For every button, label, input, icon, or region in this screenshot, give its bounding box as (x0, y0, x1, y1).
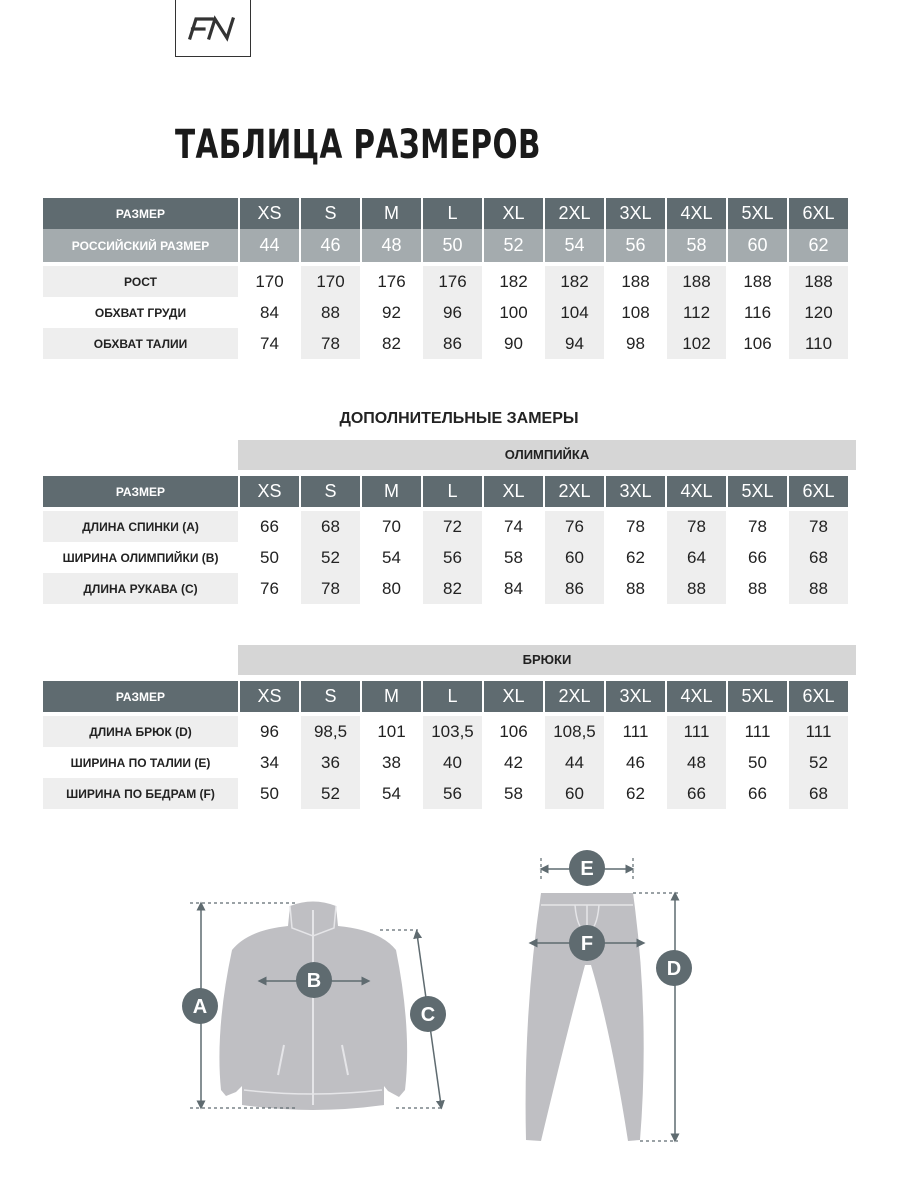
marker-e-label: E (580, 858, 594, 880)
marker-d-label: D (666, 958, 682, 980)
value-cell: 68 (789, 542, 848, 573)
size-cell: 2XL (545, 681, 604, 712)
russian-size-cell: 44 (240, 229, 299, 262)
russian-size-cell: 60 (728, 229, 787, 262)
size-cell: 5XL (728, 198, 787, 229)
value-cell: 44 (545, 747, 604, 778)
value-cell: 72 (423, 511, 482, 542)
value-cell: 88 (301, 297, 360, 328)
jacket-section-bar: ОЛИМПИЙКА (238, 440, 856, 470)
value-cell: 62 (626, 783, 645, 803)
value-cell: 56 (423, 542, 482, 573)
size-cell: 2XL (545, 476, 604, 507)
pants-section-bar: БРЮКИ (238, 645, 856, 675)
marker-a (182, 988, 218, 1024)
size-cell: XS (240, 476, 299, 507)
value-cell: 38 (382, 752, 401, 772)
size-cell: L (423, 681, 482, 712)
header-label: РАЗМЕР (43, 198, 238, 229)
size-cell: M (362, 198, 421, 229)
value-cell: 103,5 (423, 716, 482, 747)
value-cell: 102 (667, 328, 726, 359)
value-cell: 58 (504, 783, 523, 803)
row-label: ШИРИНА ПО ТАЛИИ (E) (70, 755, 211, 770)
row-label: ШИРИНА ПО БЕДРАМ (F) (43, 778, 238, 809)
russian-size-label: РОССИЙСКИЙ РАЗМЕР (43, 229, 238, 262)
value-cell: 78 (667, 511, 726, 542)
value-cell: 92 (382, 302, 401, 322)
value-cell: 52 (789, 747, 848, 778)
value-cell: 98 (626, 333, 645, 353)
value-cell: 176 (377, 271, 406, 291)
value-cell: 50 (260, 783, 279, 803)
row-label: ОБХВАТ ТАЛИИ (43, 328, 238, 359)
value-cell: 84 (260, 302, 279, 322)
value-cell: 54 (382, 783, 401, 803)
size-cell: XS (240, 198, 299, 229)
value-cell: 50 (260, 547, 279, 567)
value-cell: 96 (423, 297, 482, 328)
value-cell: 90 (504, 333, 523, 353)
value-cell: 84 (504, 578, 523, 598)
value-cell: 108 (621, 302, 650, 322)
value-cell: 50 (748, 752, 767, 772)
value-cell: 188 (743, 271, 772, 291)
size-cell: 6XL (789, 476, 848, 507)
value-cell: 40 (423, 747, 482, 778)
size-cell: XS (240, 681, 299, 712)
size-cell: M (362, 681, 421, 712)
size-cell: S (301, 681, 360, 712)
size-cell: 5XL (728, 681, 787, 712)
value-cell: 94 (545, 328, 604, 359)
size-cell: S (301, 476, 360, 507)
size-cell: XL (484, 476, 543, 507)
value-cell: 86 (545, 573, 604, 604)
jacket-illustration (219, 902, 407, 1111)
value-cell: 111 (789, 716, 848, 747)
russian-size-cell: 52 (484, 229, 543, 262)
value-cell: 80 (382, 578, 401, 598)
value-cell: 111 (622, 721, 649, 741)
russian-size-cell: 54 (545, 229, 604, 262)
russian-size-cell: 62 (789, 229, 848, 262)
russian-size-cell: 58 (667, 229, 726, 262)
size-cell: S (301, 198, 360, 229)
value-cell: 96 (260, 721, 279, 741)
marker-e (569, 850, 605, 886)
value-cell: 106 (743, 333, 772, 353)
value-cell: 66 (748, 783, 767, 803)
size-cell: L (423, 198, 482, 229)
value-cell: 116 (743, 302, 772, 322)
value-cell: 170 (301, 266, 360, 297)
value-cell: 52 (301, 542, 360, 573)
value-cell: 56 (423, 778, 482, 809)
header-label: РАЗМЕР (43, 476, 238, 507)
size-cell: 2XL (545, 198, 604, 229)
value-cell: 78 (301, 573, 360, 604)
value-cell: 78 (626, 516, 645, 536)
value-cell: 106 (499, 721, 528, 741)
value-cell: 182 (499, 271, 528, 291)
size-cell: 4XL (667, 476, 726, 507)
marker-c (410, 996, 446, 1032)
value-cell: 88 (626, 578, 645, 598)
value-cell: 76 (260, 578, 279, 598)
value-cell: 66 (667, 778, 726, 809)
size-cell: 3XL (606, 681, 665, 712)
value-cell: 170 (255, 271, 284, 291)
value-cell: 98,5 (301, 716, 360, 747)
row-label: ОБХВАТ ГРУДИ (94, 305, 187, 320)
value-cell: 188 (621, 271, 650, 291)
value-cell: 108,5 (545, 716, 604, 747)
value-cell: 66 (748, 547, 767, 567)
value-cell: 46 (626, 752, 645, 772)
value-cell: 104 (545, 297, 604, 328)
value-cell: 58 (504, 547, 523, 567)
size-cell: 6XL (789, 198, 848, 229)
row-label: ШИРИНА ОЛИМПИЙКИ (B) (62, 550, 219, 565)
row-label: РОСТ (43, 266, 238, 297)
marker-d (656, 950, 692, 986)
size-cell: 4XL (667, 198, 726, 229)
marker-c-label: C (420, 1004, 436, 1026)
size-cell: XL (484, 681, 543, 712)
marker-b-label: B (306, 970, 322, 992)
value-cell: 188 (667, 266, 726, 297)
value-cell: 64 (667, 542, 726, 573)
russian-size-cell: 48 (362, 229, 421, 262)
russian-size-cell: 46 (301, 229, 360, 262)
size-cell: XL (484, 198, 543, 229)
size-cell: 3XL (606, 476, 665, 507)
value-cell: 78 (748, 516, 767, 536)
russian-size-cell: 50 (423, 229, 482, 262)
value-cell: 78 (789, 511, 848, 542)
value-cell: 42 (504, 752, 523, 772)
marker-f (569, 925, 605, 961)
additional-measurements-title: ДОПОЛНИТЕЛЬНЫЕ ЗАМЕРЫ (339, 410, 579, 427)
value-cell: 86 (423, 328, 482, 359)
value-cell: 112 (667, 297, 726, 328)
row-label: ДЛИНА РУКАВА (C) (43, 573, 238, 604)
value-cell: 68 (789, 778, 848, 809)
value-cell: 60 (545, 542, 604, 573)
marker-b (296, 962, 332, 998)
size-cell: 4XL (667, 681, 726, 712)
value-cell: 66 (260, 516, 279, 536)
value-cell: 76 (545, 511, 604, 542)
value-cell: 82 (423, 573, 482, 604)
russian-size-cell: 56 (606, 229, 665, 262)
value-cell: 74 (504, 516, 523, 536)
value-cell: 111 (667, 716, 726, 747)
row-label: ДЛИНА СПИНКИ (A) (43, 511, 238, 542)
marker-f-label: F (580, 933, 594, 955)
marker-a-label: A (192, 996, 208, 1018)
size-cell: M (362, 476, 421, 507)
page-title: ТАБЛИЦА РАЗМЕРОВ (175, 122, 541, 168)
value-cell: 88 (748, 578, 767, 598)
value-cell: 70 (382, 516, 401, 536)
row-label: ДЛИНА БРЮК (D) (43, 716, 238, 747)
value-cell: 188 (789, 266, 848, 297)
value-cell: 78 (301, 328, 360, 359)
header-label: РАЗМЕР (43, 681, 238, 712)
value-cell: 88 (789, 573, 848, 604)
value-cell: 110 (789, 328, 848, 359)
value-cell: 101 (377, 721, 406, 741)
value-cell: 48 (667, 747, 726, 778)
value-cell: 88 (667, 573, 726, 604)
size-cell: L (423, 476, 482, 507)
value-cell: 60 (545, 778, 604, 809)
value-cell: 54 (382, 547, 401, 567)
value-cell: 120 (789, 297, 848, 328)
size-cell: 3XL (606, 198, 665, 229)
value-cell: 111 (744, 721, 771, 741)
value-cell: 34 (260, 752, 279, 772)
value-cell: 100 (499, 302, 528, 322)
value-cell: 74 (260, 333, 279, 353)
value-cell: 36 (301, 747, 360, 778)
value-cell: 68 (301, 511, 360, 542)
value-cell: 182 (545, 266, 604, 297)
value-cell: 82 (382, 333, 401, 353)
value-cell: 176 (423, 266, 482, 297)
size-cell: 6XL (789, 681, 848, 712)
value-cell: 52 (301, 778, 360, 809)
size-cell: 5XL (728, 476, 787, 507)
value-cell: 62 (626, 547, 645, 567)
